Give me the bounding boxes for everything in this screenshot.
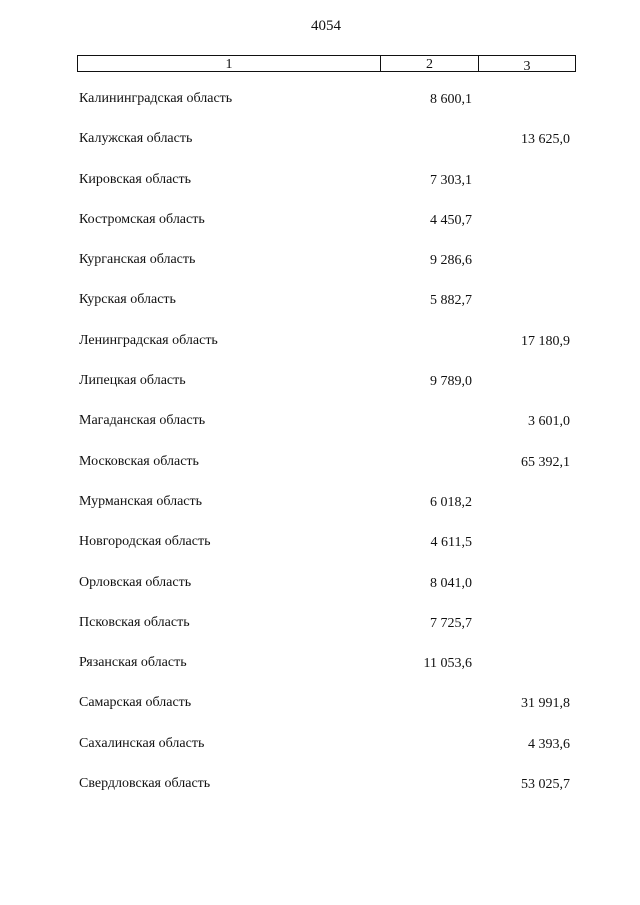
value-col-2: 9 789,0 xyxy=(430,374,472,390)
region-name: Самарская область xyxy=(79,695,192,711)
region-name: Мурманская область xyxy=(79,493,203,509)
value-col-3: 3 601,0 xyxy=(528,414,570,430)
region-name: Костромская область xyxy=(79,211,205,227)
region-name: Московская область xyxy=(79,453,199,469)
value-col-2: 11 053,6 xyxy=(423,656,472,672)
value-col-2: 5 882,7 xyxy=(430,293,472,309)
header-col-1: 1 xyxy=(78,56,381,71)
value-col-3: 13 625,0 xyxy=(521,132,570,148)
region-name: Сахалинская область xyxy=(79,735,205,751)
value-col-2: 7 725,7 xyxy=(430,615,472,631)
value-col-2: 8 600,1 xyxy=(430,92,472,107)
value-col-2: 9 286,6 xyxy=(430,253,472,269)
value-col-3: 53 025,7 xyxy=(521,777,570,793)
region-name: Псковская область xyxy=(79,614,190,630)
region-name: Курская область xyxy=(79,292,176,308)
value-col-2: 7 303,1 xyxy=(430,172,472,188)
header-col-2: 2 xyxy=(381,56,479,71)
value-col-2: 6 018,2 xyxy=(430,494,472,510)
region-name: Кировская область xyxy=(79,171,192,187)
value-col-3: 65 392,1 xyxy=(521,454,570,470)
region-name: Липецкая область xyxy=(79,373,186,389)
value-col-2: 4 450,7 xyxy=(430,212,472,228)
value-col-2: 8 041,0 xyxy=(430,575,472,591)
region-name: Новгородская область xyxy=(79,534,211,550)
table-header xyxy=(77,55,576,72)
page-number: 4054 xyxy=(311,18,341,34)
value-col-3: 17 180,9 xyxy=(521,333,570,349)
region-name: Орловская область xyxy=(79,574,192,590)
value-col-3: 4 393,6 xyxy=(528,736,570,752)
region-name: Ленинградская область xyxy=(79,332,218,348)
header-col-3: 3 xyxy=(523,58,531,74)
region-name: Магаданская область xyxy=(79,413,206,429)
region-name: Курганская область xyxy=(79,252,196,268)
region-name: Калининградская область xyxy=(79,91,233,106)
region-name: Калужская область xyxy=(79,131,193,147)
table-col-3 xyxy=(0,88,640,813)
value-col-3: 31 991,8 xyxy=(521,696,570,712)
region-name: Рязанская область xyxy=(79,655,187,671)
region-name: Свердловская область xyxy=(79,776,211,792)
value-col-2: 4 611,5 xyxy=(430,535,472,551)
